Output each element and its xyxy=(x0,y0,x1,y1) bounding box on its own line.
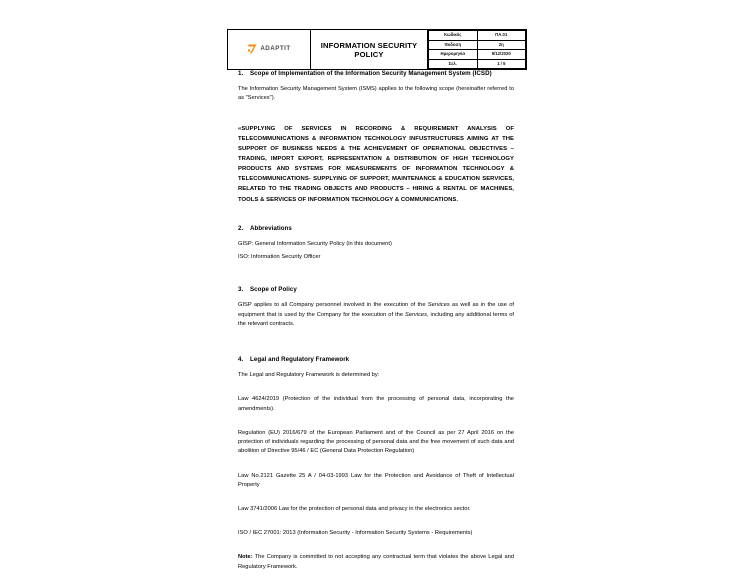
meta-row-page xyxy=(429,59,526,69)
abbreviation-iso: ISO: Information Security Officer xyxy=(238,254,321,261)
document-title: INFORMATION SECURITY POLICY xyxy=(311,30,428,70)
spacer xyxy=(238,421,514,429)
adaptit-mark-icon xyxy=(247,43,258,54)
scope-italic-services-1: Services xyxy=(427,302,450,309)
section-title-3: Scope of Policy xyxy=(250,286,297,294)
meta-row-version xyxy=(429,40,526,50)
section-3-body xyxy=(238,301,514,329)
document-body xyxy=(238,70,514,579)
note-text: The Company is committed to not accepting any contractual term that violates the above Legal and Regulatory Framework. xyxy=(238,554,514,570)
header-row xyxy=(228,30,527,70)
section-title-1: Scope of Implementation of the Information Security Management System (ICSD) xyxy=(250,70,492,77)
section-heading-1 xyxy=(238,70,514,78)
spacer xyxy=(238,111,514,124)
spacer xyxy=(238,205,514,225)
header-logo-cell xyxy=(228,30,311,70)
section-number-4: 4. xyxy=(238,356,244,364)
meta-label-date: Ημερομηνία xyxy=(429,50,478,60)
section-number-2: 2. xyxy=(238,224,244,232)
meta-value-version: 2η xyxy=(477,40,526,50)
law-item: ISO / IEC 27001: 2013 (Information Security - Information Security Systems - Requirements) xyxy=(238,530,473,537)
meta-label-code: Κωδικός xyxy=(429,31,478,41)
section-heading-3 xyxy=(238,286,514,294)
spacer xyxy=(238,545,514,553)
scope-text-part-2: as well as in the use of equipment that is used by the Company for the execution of the xyxy=(238,302,514,318)
meta-row-date xyxy=(429,50,526,60)
spacer xyxy=(238,336,514,356)
abbreviation-gisp: GISP: General Information Security Policy (in this document) xyxy=(238,240,392,247)
spacer xyxy=(238,387,514,395)
header-meta-cell xyxy=(428,30,527,70)
law-item: Law No.2121 Gazette 25 A / 04-03-1993 Law for the Protection and Avoidance of Theft of Intellectual Property xyxy=(238,472,514,488)
meta-label-page: Σελ. xyxy=(429,59,478,69)
section-number-3: 3. xyxy=(238,286,244,294)
meta-value-page: 1 / 5 xyxy=(477,59,526,69)
meta-value-code: ΠΑ.01 xyxy=(477,31,526,41)
document-page xyxy=(218,0,532,570)
spacer xyxy=(238,266,514,286)
section-number-1: 1. xyxy=(238,70,244,77)
section-title-4: Legal and Regulatory Framework xyxy=(250,356,350,364)
header-meta-table xyxy=(428,30,526,69)
law-item: Law 3741/2006 Law for the protection of personal data and privacy in the electronics sector. xyxy=(238,506,471,513)
scope-text-part-3: , including any additional terms of the relevant contracts. xyxy=(238,311,514,327)
scope-statement: «SUPPLYING OF SERVICES IN RECORDING & REQUIREMENT ANALYSIS OF TELECOMMUNICATIONS & INFORMATION TECHNOLOGY INFUSTRUCTURES AIMING AT THE SUPPORT OF BUSINESS NEEDS & THE ACHIEVEMENT OF OPERATIONAL OBJECTIVES – TRADING, IMPORT EXPORT, REPRESENTATION & DISTRIBUTION OF HIGH TECHNOLOGY PRODUCTS AND SYSTEMS FOR MEASUREMENTS OF INFORMATION TECHNOLOGY & TELECOMMUNICATIONS- SUPPLYING OF SUPPORT, MAINTENANCE & EDUCATION SERVICES, RELATED TO THE TRADING OBJECTS AND PRODUCTS – HIRING & RENTAL OF MACHINES, TOOLS & SERVICES OF INFORMATION TECHNOLOGY & COMMUNICATIONS. xyxy=(238,125,514,203)
section-4-intro: The Legal and Regulatory Framework is determined by: xyxy=(238,372,380,379)
note-label: Note: xyxy=(238,554,253,561)
law-item: Regulation (EU) 2016/679 of the European Parliament and of the Council as per 27 April 2016 on the protection of individuals regarding the processing of personal data and the free movement of such data and abolition of Directive 95/46 / EC (General Data Protection Regulation) xyxy=(238,429,514,455)
adaptit-logo-text: ADAPTIT xyxy=(260,44,291,52)
meta-label-version: Έκδοση xyxy=(429,40,478,50)
document-header-table xyxy=(227,29,527,70)
meta-value-date: 9/12/2020 xyxy=(477,50,526,60)
adaptit-logo xyxy=(247,43,290,54)
spacer xyxy=(238,497,514,505)
regulatory-note xyxy=(238,553,514,571)
scope-text-part-1: GISP applies to all Company personnel involved in the execution of the xyxy=(238,302,428,309)
spacer xyxy=(238,464,514,472)
law-item: Law 4624/2019 (Protection of the individual from the processing of personal data, incorporating the amendments). xyxy=(238,396,514,412)
section-heading-2 xyxy=(238,225,514,233)
section-heading-4 xyxy=(238,356,514,364)
section-1-intro: The Information Security Management System (ISMS) applies to the following scope (hereinafter referred to as "Services"). xyxy=(238,86,514,102)
section-title-2: Abbreviations xyxy=(250,224,292,232)
meta-row-code xyxy=(429,31,526,41)
scope-italic-services-2: Services xyxy=(405,311,427,318)
spacer xyxy=(238,521,514,529)
